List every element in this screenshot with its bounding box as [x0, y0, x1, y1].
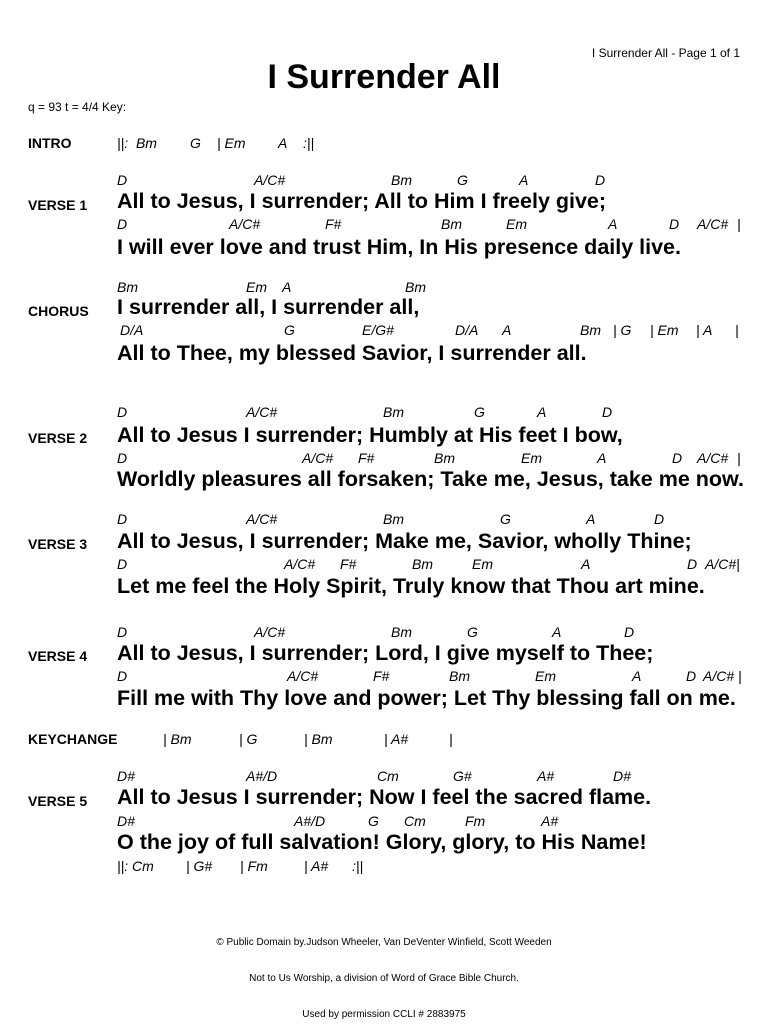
chord: Bm — [383, 404, 404, 420]
chord: D — [672, 450, 683, 466]
chord: | A# — [384, 731, 409, 747]
chord: D# — [613, 768, 631, 784]
section-label-verse-3: VERSE 3 — [28, 536, 88, 552]
chord: A#/D — [246, 768, 278, 784]
chord: A# — [541, 813, 559, 829]
chord: A/C# — [246, 511, 278, 527]
chord: Bm — [405, 279, 426, 295]
footer-line: © Public Domain by.Judson Wheeler, Van DeVenter Winfield, Scott Weeden — [216, 937, 552, 948]
chord: Cm — [377, 768, 399, 784]
chord: Fm — [465, 813, 486, 829]
chord: D — [117, 668, 128, 684]
chord: D — [595, 172, 606, 188]
chord: ||: Cm — [117, 858, 154, 874]
chord: A — [632, 668, 642, 684]
lyric-line: All to Jesus I surrender; Now I feel the sacred flame. — [117, 785, 652, 809]
chord: | G — [613, 322, 632, 338]
chord: G — [474, 404, 485, 420]
chord: D — [602, 404, 613, 420]
chord: | Bm — [304, 731, 333, 747]
chord: D — [117, 172, 128, 188]
chord: Em — [246, 279, 267, 295]
chord: Bm — [434, 450, 455, 466]
lyric-line: Worldly pleasures all forsaken; Take me, Jesus, take me now. — [117, 467, 744, 491]
chord: Cm — [404, 813, 426, 829]
song-title: I Surrender All — [267, 58, 501, 96]
chord: D/A — [120, 322, 144, 338]
chord: Bm — [580, 322, 601, 338]
chord: :|| — [352, 858, 364, 874]
chord: A/C# — [287, 668, 319, 684]
lyric-line: I will ever love and trust Him, In His presence daily live. — [117, 235, 681, 259]
chord: G — [467, 624, 478, 640]
page-number: I Surrender All - Page 1 of 1 — [591, 46, 740, 60]
chord: | — [449, 731, 453, 747]
chord: G — [368, 813, 379, 829]
chord: A/C# — [254, 624, 286, 640]
chord: Em — [472, 556, 493, 572]
lyric-line: Fill me with Thy love and power; Let Thy blessing fall on me. — [117, 686, 736, 710]
chord: Bm — [383, 511, 404, 527]
section-label-chorus: CHORUS — [28, 303, 89, 319]
chord: A — [552, 624, 562, 640]
chord: Em — [535, 668, 556, 684]
chord: A — [581, 556, 591, 572]
chord: | — [735, 322, 739, 338]
chord: | A — [696, 322, 713, 338]
chord: ||: Bm — [117, 135, 157, 151]
lyric-line: All to Jesus, I surrender; Make me, Savior, wholly Thine; — [117, 529, 692, 553]
chord: D/A — [455, 322, 479, 338]
chord: A#/D — [294, 813, 326, 829]
chord: D — [687, 556, 698, 572]
section-label-keychange: KEYCHANGE — [28, 731, 118, 747]
chord: | A# — [304, 858, 329, 874]
chord: | Bm — [163, 731, 192, 747]
chord: Bm — [449, 668, 470, 684]
tempo-time-key: q = 93 t = 4/4 Key: — [28, 100, 127, 114]
lyric-line: Let me feel the Holy Spirit, Truly know that Thou art mine. — [117, 574, 705, 598]
chord: Em — [521, 450, 542, 466]
section-label-intro: INTRO — [28, 135, 72, 151]
footer-line: Used by permission CCLI # 2883975 — [302, 1009, 466, 1020]
chord: A/C# — [246, 404, 278, 420]
lyric-line: All to Jesus I surrender; Humbly at His feet I bow, — [117, 423, 623, 447]
chord: F# — [340, 556, 357, 572]
chord: G — [457, 172, 468, 188]
chord: :|| — [303, 135, 315, 151]
chord: D — [669, 216, 680, 232]
chord: A — [537, 404, 547, 420]
chord: D — [117, 624, 128, 640]
chord: G — [284, 322, 295, 338]
chord: A/C# — [697, 450, 729, 466]
chord: D — [117, 404, 128, 420]
chord: A# — [537, 768, 555, 784]
chord: Bm — [391, 624, 412, 640]
chord: F# — [358, 450, 375, 466]
chord: D — [624, 624, 635, 640]
chord: F# — [373, 668, 390, 684]
chord: Bm — [441, 216, 462, 232]
chord: A — [282, 279, 292, 295]
chord: A/C# — [229, 216, 261, 232]
chord: D — [686, 668, 697, 684]
chord: D# — [117, 768, 135, 784]
chord: D# — [117, 813, 135, 829]
chord: | — [737, 216, 741, 232]
chord: A/C# — [254, 172, 286, 188]
chord: F# — [325, 216, 342, 232]
chord: | Em — [217, 135, 246, 151]
chord: Bm — [412, 556, 433, 572]
chord: | G — [239, 731, 258, 747]
chord: G — [500, 511, 511, 527]
lyric-line: O the joy of full salvation! Glory, glory, to His Name! — [117, 830, 647, 854]
chord: A — [519, 172, 529, 188]
chord: A — [597, 450, 607, 466]
chord: A/C# — [697, 216, 729, 232]
section-label-verse-1: VERSE 1 — [28, 197, 88, 213]
chord: D — [117, 450, 128, 466]
chord: Bm — [391, 172, 412, 188]
chord: A/C# — [302, 450, 334, 466]
chord: E/G# — [362, 322, 394, 338]
lyric-line: All to Jesus, I surrender; All to Him I freely give; — [117, 189, 607, 213]
section-label-verse-2: VERSE 2 — [28, 430, 88, 446]
copyright-footer — [0, 913, 768, 1033]
lyric-line: All to Thee, my blessed Savior, I surrender all. — [117, 341, 587, 365]
footer-line: Not to Us Worship, a division of Word of Grace Bible Church. — [249, 973, 519, 984]
chord: A — [278, 135, 288, 151]
chord: D — [117, 216, 128, 232]
chord: A — [502, 322, 512, 338]
chord: A/C#| — [705, 556, 740, 572]
chord: A/C# | — [703, 668, 742, 684]
chord: Em — [506, 216, 527, 232]
chord: G — [190, 135, 201, 151]
chord: | G# — [186, 858, 213, 874]
chord: D — [117, 556, 128, 572]
chord: A/C# — [284, 556, 316, 572]
lyric-line: All to Jesus, I surrender; Lord, I give myself to Thee; — [117, 641, 654, 665]
section-label-verse-4: VERSE 4 — [28, 648, 88, 664]
chord: | Fm — [240, 858, 268, 874]
lyric-line: I surrender all, I surrender all, — [117, 295, 420, 319]
chord: D — [654, 511, 665, 527]
chord: G# — [453, 768, 472, 784]
chord: | Em — [650, 322, 679, 338]
chord: | — [737, 450, 741, 466]
chord: A — [586, 511, 596, 527]
chord: D — [117, 511, 128, 527]
section-label-verse-5: VERSE 5 — [28, 793, 88, 809]
chord: Bm — [117, 279, 138, 295]
chord: A — [608, 216, 618, 232]
